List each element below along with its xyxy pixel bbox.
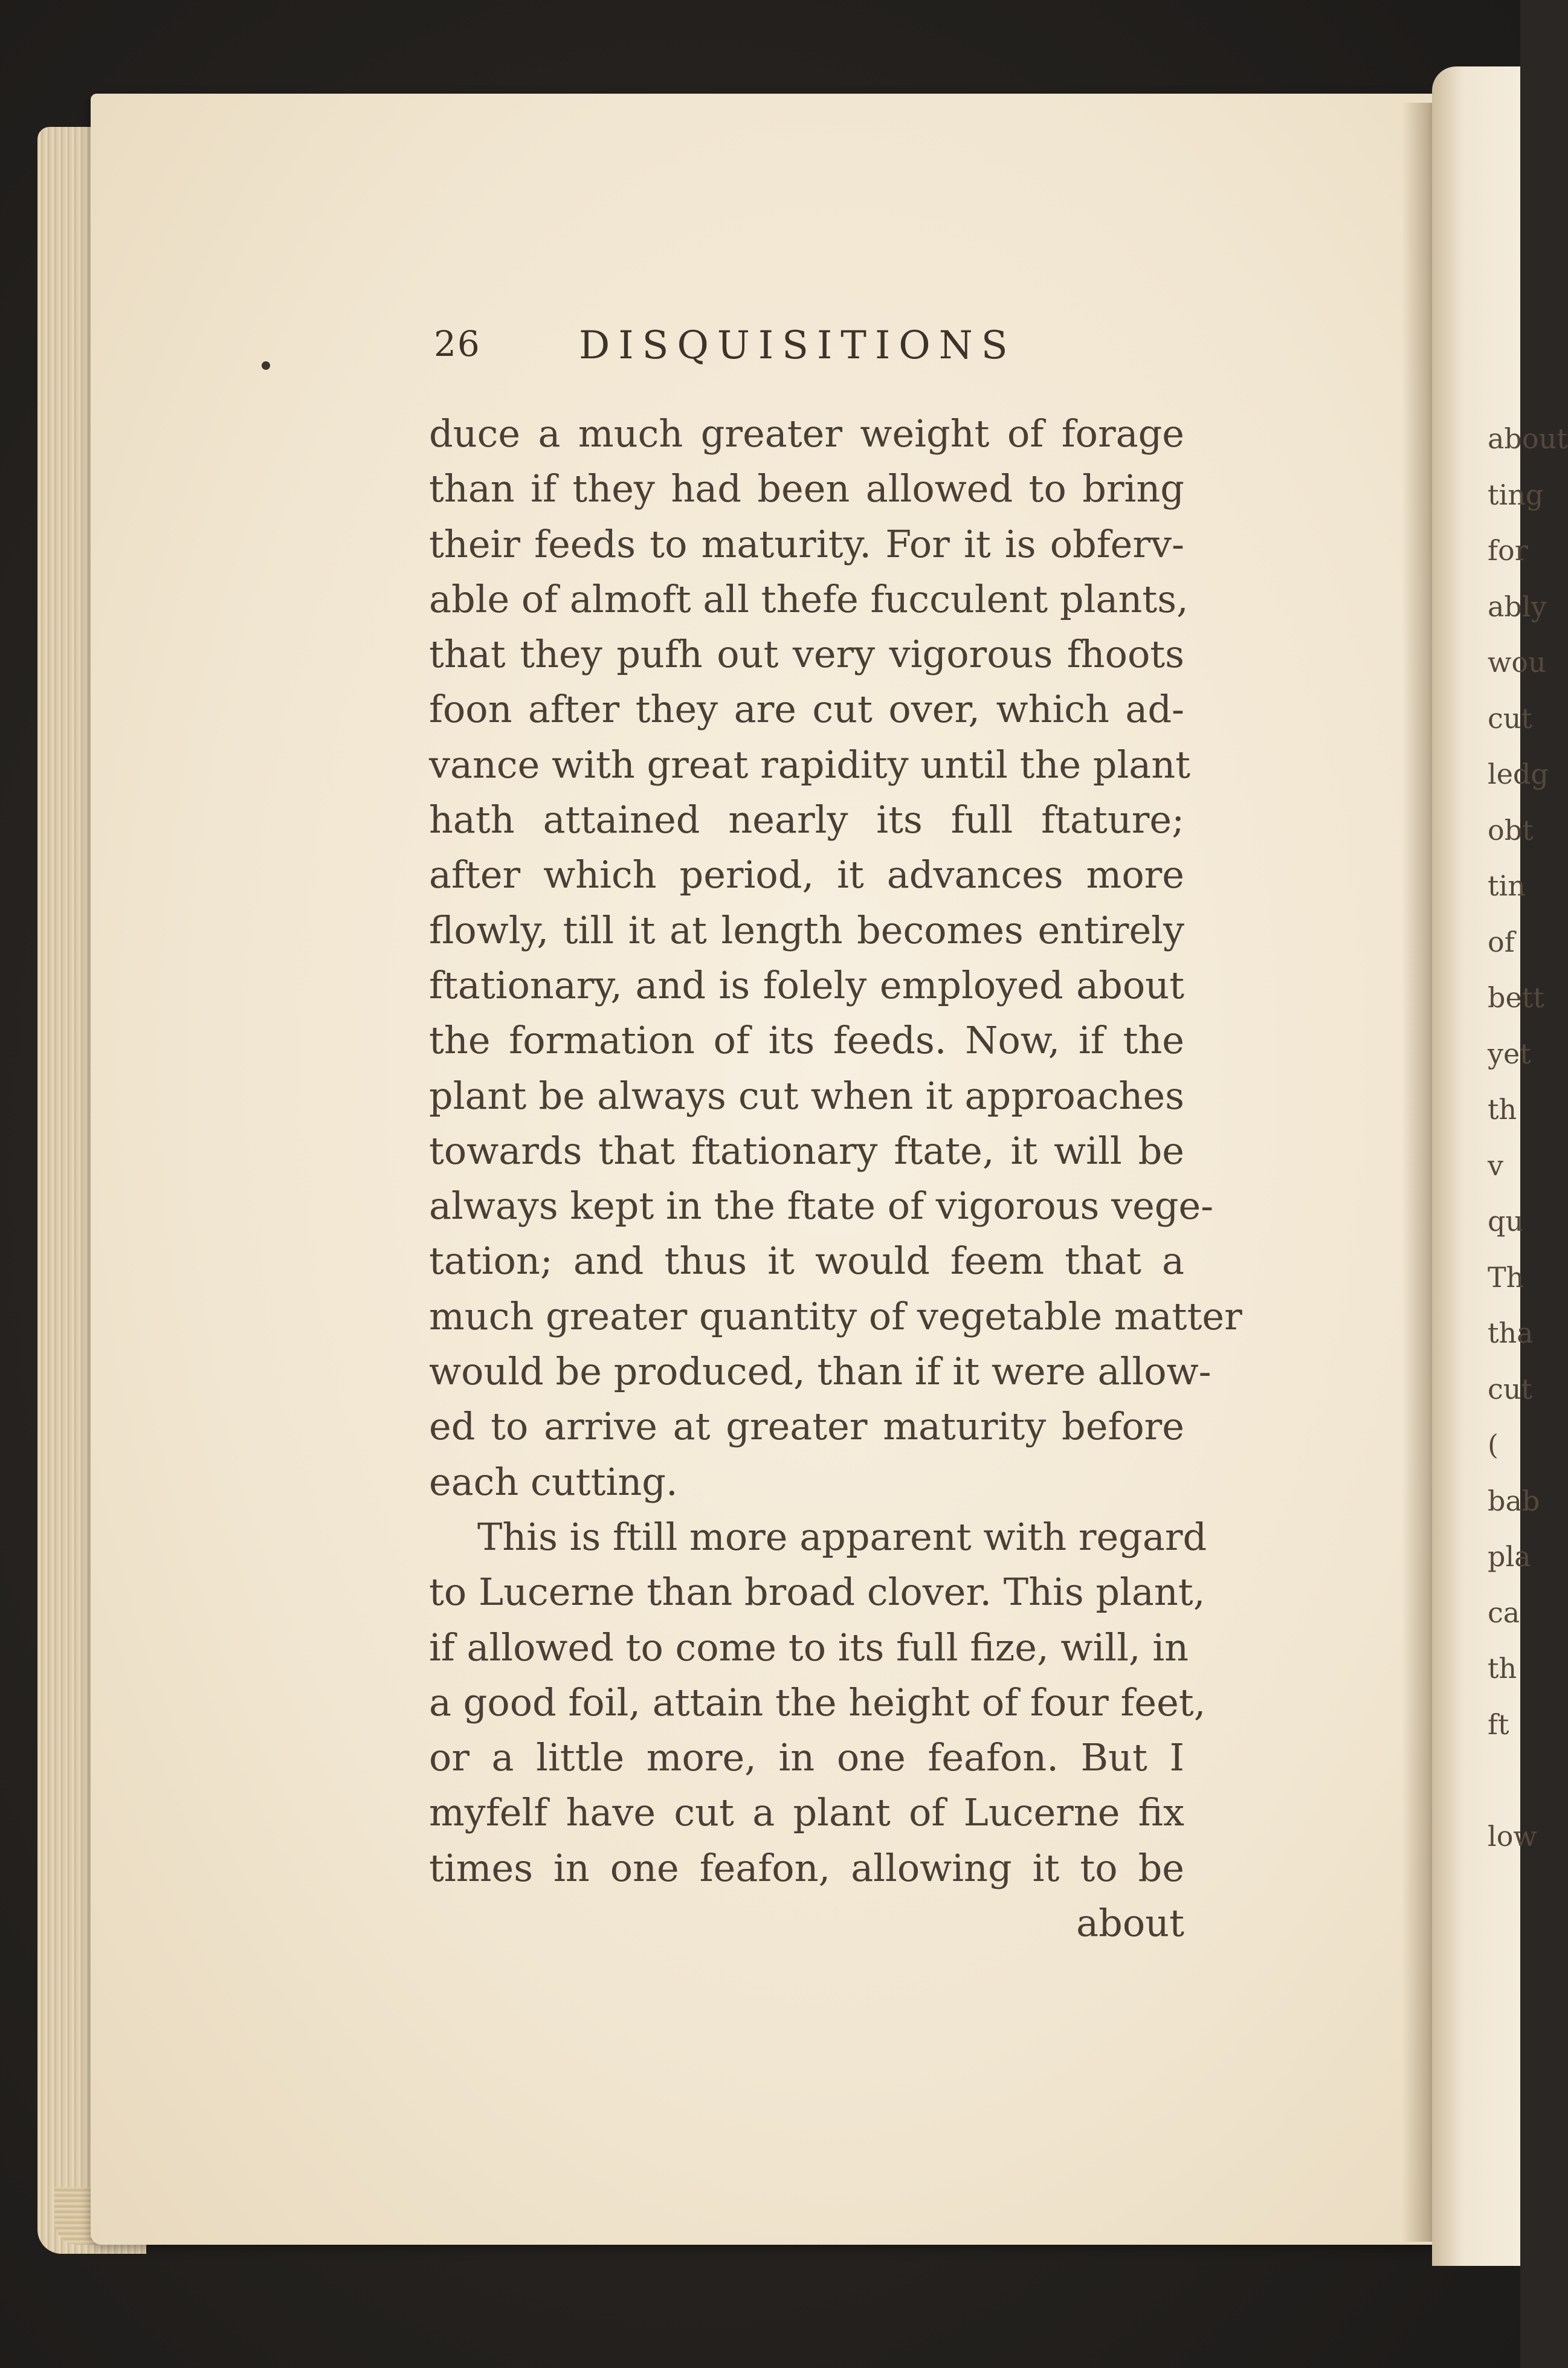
ink-spot [262,361,270,370]
paragraph-2 [429,1509,1207,1895]
facing-fragment: pla [1488,1540,1531,1573]
facing-fragment: ably [1488,590,1547,623]
facing-fragment: for [1488,534,1528,567]
text-line: if allowed to come to its full fize, will, in [429,1625,1189,1670]
text-line: that they pufh out very vigorous fhoots [429,632,1184,677]
facing-fragment: yet [1488,1037,1531,1070]
text-line: hath attained nearly its full ftature; [429,798,1184,842]
facing-fragment: of [1488,925,1515,958]
facing-fragment [1488,1752,1520,1808]
body-text [429,406,1242,1950]
facing-fragment: cut [1488,1372,1532,1405]
facing-fragment: th [1488,1652,1517,1685]
text-line: after which period, it advances more [429,853,1184,897]
text-line: vance with great rapidity until the plant [429,742,1191,787]
text-line: able of almoft all thefe fucculent plants, [429,576,1189,621]
facing-fragment: bab [1488,1484,1540,1517]
catchword: about [1076,1901,1184,1946]
text-line: would be produced, than if it were allow- [429,1349,1211,1394]
facing-fragment: wou [1488,646,1546,679]
facing-page-text [1488,411,1568,1864]
text-line: much greater quantity of vegetable matter [429,1294,1242,1338]
text-line: duce a much greater weight of forage [429,411,1184,456]
page-number: 26 [434,323,481,364]
facing-fragment: Th [1488,1260,1524,1294]
facing-fragment: ting [1488,478,1544,511]
facing-fragment: obt [1488,813,1534,847]
facing-fragment: ( [1488,1428,1499,1461]
text-line: or a little more, in one feafon. But I [429,1735,1184,1780]
running-head: DISQUISITIONS [579,323,1016,368]
text-line: plant be always cut when it approaches [429,1073,1184,1118]
text-line: times in one feafon, allowing it to be [429,1845,1184,1890]
facing-fragment: ca [1488,1596,1520,1629]
text-line: myfelf have cut a plant of Lucerne fix [429,1790,1184,1835]
text-line: to Lucerne than broad clover. This plant, [429,1570,1205,1615]
facing-fragment: about [1488,422,1568,455]
text-line: a good foil, attain the height of four feet, [429,1680,1206,1724]
facing-fragment: bett [1488,981,1544,1014]
text-line: towards that ftationary ftate, it will be [429,1128,1184,1173]
text-line: tation; and thus it would feem that a [429,1239,1184,1283]
text-line: This is ftill more apparent with regard [477,1514,1207,1559]
text-line: flowly, till it at length becomes entirely [429,908,1184,952]
page-header [434,323,1183,372]
text-line: the formation of its feeds. Now, if the [429,1018,1184,1063]
text-line: each cutting. [429,1459,678,1504]
facing-fragment: tin [1488,869,1526,902]
text-line: ftationary, and is folely employed about [429,963,1184,1007]
facing-fragment: ledg [1488,758,1549,790]
text-line: ed to arrive at greater maturity before [429,1404,1184,1449]
text-line: always kept in the ftate of vigorous vege- [429,1184,1214,1228]
text-line: than if they had been allowed to bring [429,466,1184,511]
facing-fragment: cut [1488,702,1532,735]
facing-fragment: ft [1488,1708,1509,1741]
text-line: foon after they are cut over, which ad- [429,687,1184,732]
text-line: their feeds to maturity. For it is obferv- [429,521,1184,566]
paragraph-1 [429,406,1242,1509]
facing-fragment: v [1488,1149,1503,1182]
facing-fragment: tha [1488,1317,1534,1349]
facing-fragment: low [1488,1819,1537,1853]
facing-fragment: qu [1488,1205,1524,1237]
facing-fragment: th [1488,1093,1517,1126]
